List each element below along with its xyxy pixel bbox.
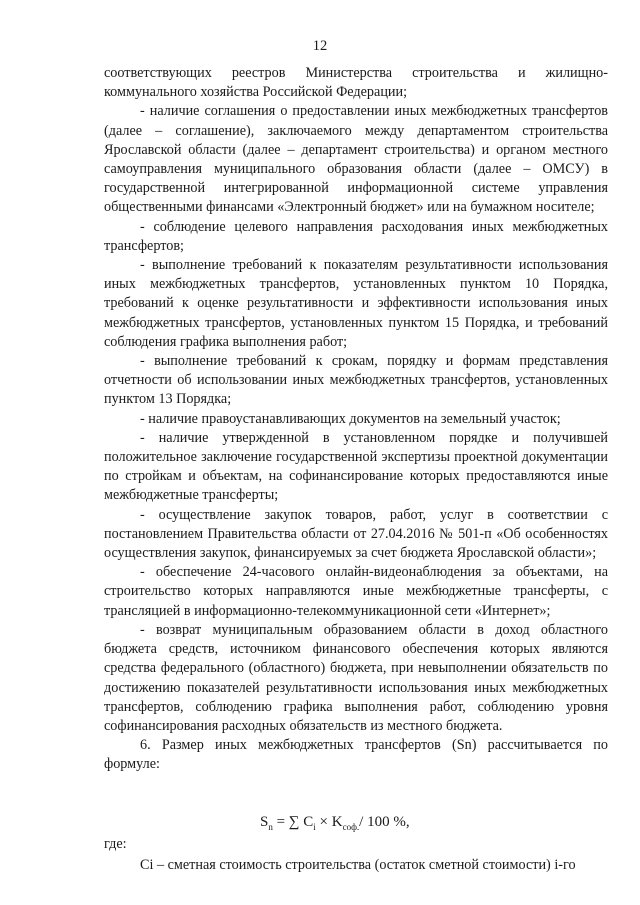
paragraph: - соблюдение целевого направления расходования иных межбюджетных трансфертов; <box>104 218 608 254</box>
last-line: Ci – сметная стоимость строительства (остаток сметной стоимости) i-го <box>140 857 576 873</box>
formula-c-sub: i <box>313 822 316 832</box>
formula-k-sub: соф. <box>342 822 360 832</box>
page-number: 12 <box>312 38 328 54</box>
formula-lhs-sub: n <box>268 822 273 832</box>
paragraph: - выполнение требований к срокам, порядку и формам представления отчетности об использовании иных межбюджетных трансфертов, установленных пунктом 13 Порядка; <box>104 353 608 408</box>
formula-times: × K <box>315 814 343 830</box>
where-label: где: <box>104 836 127 852</box>
paragraph: 6. Размер иных межбюджетных трансфертов (Sn) рассчитывается по формуле: <box>104 737 608 773</box>
formula-tail: / 100 %, <box>359 814 410 830</box>
paragraph: - наличие правоустанавливающих документов на земельный участок; <box>140 410 561 427</box>
paragraph: - осуществление закупок товаров, работ, услуг в соответствии с постановлением Правительства области от 27.04.2016 № 501-п «Об особенностях осуществления закупок, финансируемых за счет бюджета Ярославской области»; <box>104 506 608 562</box>
paragraph: - обеспечение 24-часового онлайн-видеонаблюдения за объектами, на строительство которых направляются иные межбюджетные трансферты, с трансляцией в информационно-телекоммуникационной сети «Интернет»; <box>104 564 608 619</box>
paragraph: - возврат муниципальным образованием области в доход областного бюджета средств, источником финансового обеспечения которых являются средства федерального (областного) бюджета, при невыполнении обязательств по достижению показателей результативности использования иных межбюджетных трансфертов, соблюдению графика выполнения работ, соблюдению уровня софинансирования расходных обязательств из местного бюджета. <box>104 621 608 734</box>
paragraph: - выполнение требований к показателям результативности использования иных межбюджетных трансфертов, установленных пунктом 10 Порядка, требований к оценке результативности и эффективности использования иных межбюджетных трансфертов, установленных пунктом 15 Порядка, и требований соблюдения графика выполнения работ; <box>104 257 608 350</box>
paragraph: - наличие соглашения о предоставлении иных межбюджетных трансфертов (далее – соглашение), заключаемого между департаментом строительства Ярославской области (далее – департамент строительства) и органом местного самоуправления муниципального образования области (далее – ОМСУ) в государственной интегрированной информационной системе управления общественными финансами «Электронный бюджет» или на бумажном носителе; <box>104 103 608 216</box>
formula-lhs: S <box>260 814 269 830</box>
document-body <box>104 64 608 775</box>
paragraph: - наличие утвержденной в установленном порядке и получившей положительное заключение государственной экспертизы проектной документации по стройкам и объектам, на софинансирование которых предоставляются иные межбюджетные трансферты; <box>104 429 608 504</box>
formula-block <box>104 808 608 852</box>
paragraph: соответствующих реестров Министерства строительства и жилищно-коммунального хозяйства Российской Федерации; <box>104 65 608 101</box>
formula <box>260 814 410 832</box>
formula-eq: = ∑ C <box>272 814 314 830</box>
